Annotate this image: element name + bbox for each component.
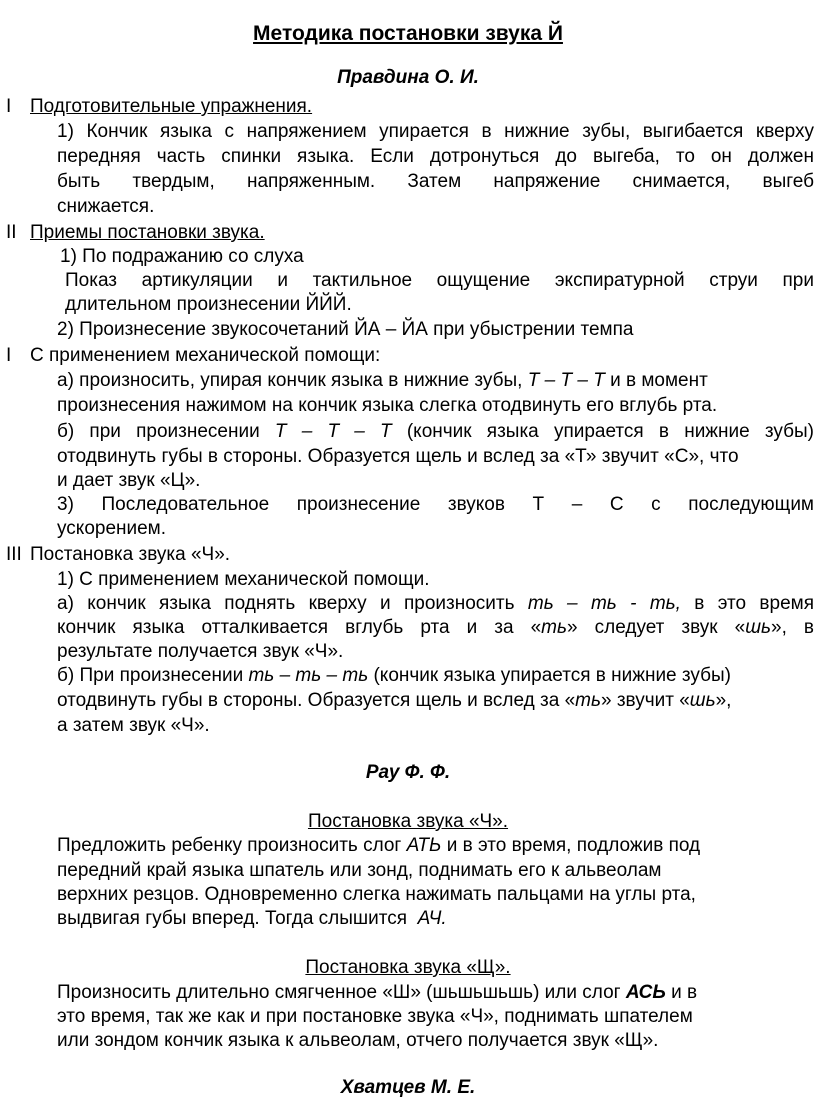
text-run: (кончик языка упирается в нижние зубы) bbox=[373, 665, 731, 686]
shch-line-1 bbox=[57, 982, 697, 1004]
section-1-line-2: передняя часть спинки языка. Если дотронуться до выгеба, то он должен bbox=[57, 146, 814, 167]
section-3-c-line-2: ускорением. bbox=[57, 518, 167, 539]
section-4-b-line-2 bbox=[57, 690, 731, 712]
text-run: (кончик языка упирается в нижние зубы) bbox=[406, 421, 814, 442]
text-run: б) при произнесении bbox=[57, 421, 260, 442]
section-4-a-line-2 bbox=[57, 617, 814, 639]
section-4-sub: 1) С применением механической помощи. bbox=[57, 569, 430, 590]
text-run: и в момент bbox=[610, 370, 708, 391]
section-2-line-3: длительном произнесении ЙЙЙ. bbox=[65, 294, 352, 315]
italic-run: ть bbox=[575, 690, 601, 711]
ch-line-3: верхних резцов. Одновременно слегка нажимать пальцами на углы рта, bbox=[57, 884, 696, 905]
section-3-a-line-1 bbox=[57, 370, 708, 392]
section-3-c-line-1: 3) Последовательное произнесение звуков Т – С с последующим bbox=[57, 494, 814, 515]
shch-heading: Постановка звука «Щ». bbox=[305, 957, 511, 978]
italic-run: АЧ. bbox=[417, 908, 447, 929]
section-4-a-line-1 bbox=[57, 593, 814, 615]
section-2-line-4: 2) Произнесение звукосочетаний ЙА – ЙА при убыстрении темпа bbox=[57, 319, 634, 340]
section-1-line-1: 1) Кончик языка с напряжением упирается в нижние зубы, выгибается кверху bbox=[57, 121, 814, 142]
section-1-line-4: снижается. bbox=[57, 196, 155, 217]
section-4-b-line-3: а затем звук «Ч». bbox=[57, 715, 210, 736]
text-run: и в это время, подложив под bbox=[446, 835, 701, 856]
section-3-heading: С применением механической помощи: bbox=[30, 345, 381, 366]
text-run: а) произносить, упирая кончик языка в нижние зубы, bbox=[57, 370, 523, 391]
section-3-number: I bbox=[6, 345, 12, 366]
section-3-b-line-1 bbox=[57, 421, 814, 443]
text-run: кончик языка отталкивается вглубь рта и за « bbox=[57, 617, 542, 638]
text-run: отодвинуть губы в стороны. Образуется щель и вслед за « bbox=[57, 690, 576, 711]
section-3-b-line-3: и дает звук «Ц». bbox=[57, 470, 201, 491]
italic-run: Т – Т – Т bbox=[527, 370, 605, 391]
ch-line-2: передний край языка шпатель или зонд, поднимать его к альвеолам bbox=[57, 860, 662, 881]
bold-italic-run: АСЬ bbox=[625, 982, 666, 1003]
section-1-line-3: быть твердым, напряженным. Затем напряжение снимается, выгеб bbox=[57, 171, 814, 192]
text-run: и в bbox=[671, 982, 698, 1003]
text-run: б) При произнесении bbox=[57, 665, 244, 686]
section-3-b-line-2: отодвинуть губы в стороны. Образуется щель и вслед за «Т» звучит «С», что bbox=[57, 446, 739, 467]
ch-line-4 bbox=[57, 908, 447, 930]
section-4-b-line-1 bbox=[57, 665, 731, 687]
italic-run: ть – ть - ть, bbox=[527, 593, 681, 614]
italic-run: Т – Т – Т bbox=[274, 421, 392, 442]
section-3-a-line-2: произнесения нажимом на кончик языка слегка отодвинуть его вглубь рта. bbox=[57, 395, 718, 416]
ch-heading: Постановка звука «Ч». bbox=[307, 811, 509, 832]
italic-run: шь bbox=[745, 617, 772, 638]
section-4-a-line-3: результате получается звук «Ч». bbox=[57, 641, 344, 662]
text-run: выдвигая губы вперед. Тогда слышится bbox=[57, 908, 408, 929]
text-run: », bbox=[715, 690, 732, 711]
section-4-heading: Постановка звука «Ч». bbox=[30, 544, 231, 565]
section-2-heading: Приемы постановки звука. bbox=[30, 222, 265, 243]
shch-line-2: это время, так же как и при постановке звука «Ч», поднимать шпателем bbox=[57, 1006, 693, 1027]
shch-line-3: или зондом кончик языка к альвеолам, отчего получается звук «Щ». bbox=[57, 1030, 659, 1051]
text-run: Произносить длительно смягченное «Ш» (шьшьшьшь) или слог bbox=[57, 982, 621, 1003]
text-run: Предложить ребенку произносить слог bbox=[57, 835, 402, 856]
section-1-number: I bbox=[6, 96, 12, 117]
section-4-number: III bbox=[6, 544, 22, 565]
text-run: » звучит « bbox=[601, 690, 690, 711]
page-title: Методика постановки звука Й bbox=[253, 22, 563, 45]
author-pravdina: Правдина О. И. bbox=[337, 67, 479, 88]
section-2-line-2: Показ артикуляции и тактильное ощущение экспиратурной струи при bbox=[65, 270, 814, 291]
author-rau: Рау Ф. Ф. bbox=[365, 762, 451, 783]
author-hvattsev: Хватцев М. Е. bbox=[340, 1077, 476, 1098]
text-run: в это время bbox=[694, 593, 815, 614]
italic-run: ть bbox=[541, 617, 567, 638]
italic-run: АТЬ bbox=[406, 835, 442, 856]
text-run: » следует звук « bbox=[567, 617, 746, 638]
text-run: а) кончик языка поднять кверху и произносить bbox=[57, 593, 515, 614]
text-run: », в bbox=[771, 617, 815, 638]
ch-line-1 bbox=[57, 835, 700, 857]
section-2-number: II bbox=[6, 222, 17, 243]
section-2-line-1: 1) По подражанию со слуха bbox=[60, 246, 304, 267]
section-1-heading: Подготовительные упражнения. bbox=[30, 96, 313, 117]
italic-run: ть – ть – ть bbox=[248, 665, 369, 686]
italic-run: шь bbox=[689, 690, 716, 711]
